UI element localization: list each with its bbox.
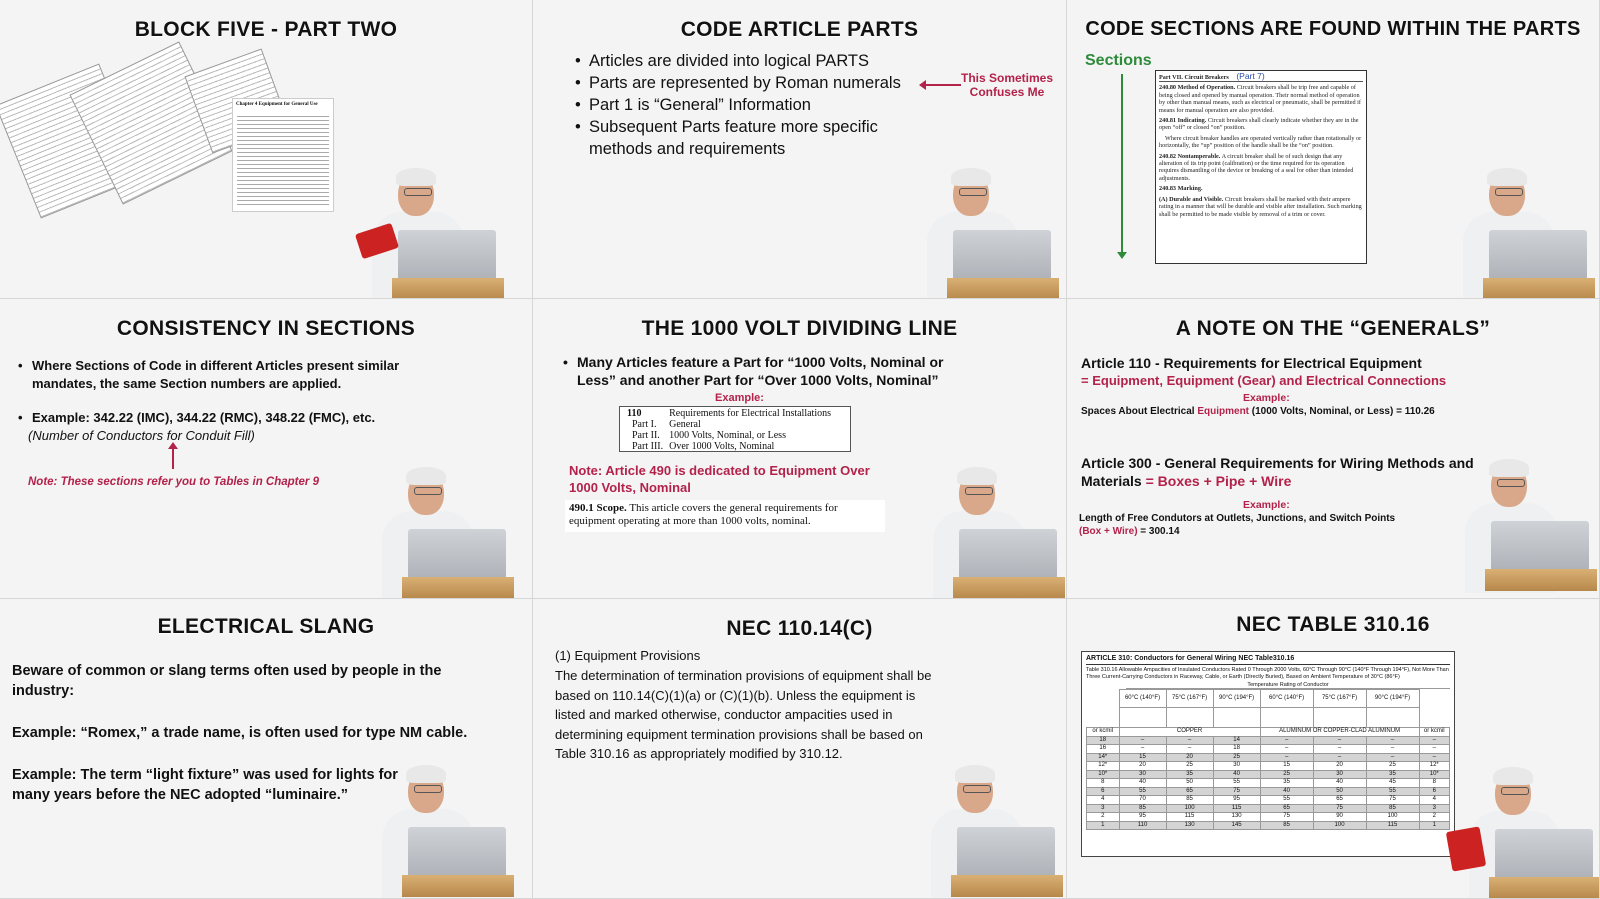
section-head: 240.83 Marking. <box>1159 185 1203 193</box>
arrow-left-icon <box>923 84 961 86</box>
cell: 12* <box>1419 762 1450 771</box>
side-note-line: Confuses Me <box>969 85 1045 99</box>
cell: 4 <box>1419 796 1450 805</box>
table-row <box>1087 745 1450 754</box>
cell: 4 <box>1087 796 1120 805</box>
cell: 18 <box>1087 736 1120 745</box>
paragraph: The determination of termination provisions of equipment shall be based on 110.14(C)(1)(a) or (C)(1)(b). Unless the equipment is listed and marked otherwise, conductor ampacities used in determining equipment termination provisions shall be based on Table 310.16 as appropriately modified by 310.12. <box>555 668 932 762</box>
cell: 85 <box>1166 796 1213 805</box>
cell: 2 <box>1419 813 1450 822</box>
scope-text: This article covers the general requirements for equipment operating at more than 1000 volts, nominal. <box>569 502 838 527</box>
col-temp: 75°C (167°F) <box>1313 690 1366 708</box>
ampacity-table-image <box>1081 651 1455 857</box>
table-type-row <box>1087 708 1450 728</box>
presenter-image <box>1455 767 1600 897</box>
section-text: A circuit breaker shall be of such design that any alteration of its trip point (calibration) or the time required for its operation requires dismantling of the device or breaking of a seal for other than intended adjustments. <box>1159 152 1354 182</box>
cell: 45 <box>1366 779 1419 788</box>
table-row <box>1087 779 1450 788</box>
toc-row <box>624 408 834 419</box>
cell: 35 <box>1166 770 1213 779</box>
cell: 145 <box>1213 821 1260 830</box>
arrow-down-icon <box>1121 74 1123 254</box>
table-row <box>1087 762 1450 771</box>
tile-title: THE 1000 VOLT DIVIDING LINE <box>641 317 958 340</box>
cell: 6 <box>1087 787 1120 796</box>
col-temp: 60°C (140°F) <box>1119 690 1166 708</box>
tile-title: A NOTE ON THE “GENERALS” <box>1175 317 1491 340</box>
tile-title: ELECTRICAL SLANG <box>157 615 375 638</box>
toc-text: General <box>669 419 701 430</box>
scope-excerpt <box>565 500 885 532</box>
note: Note: Article 490 is dedicated to Equipment Over 1000 Volts, Nominal <box>569 463 870 495</box>
cell: 18 <box>1213 745 1260 754</box>
cell: 30 <box>1119 770 1166 779</box>
cell: 100 <box>1313 821 1366 830</box>
cell: 55 <box>1260 796 1313 805</box>
example-text-part: Spaces About Electrical <box>1081 406 1198 417</box>
cell: 85 <box>1119 804 1166 813</box>
cell: 130 <box>1166 821 1213 830</box>
cell: 90 <box>1313 813 1366 822</box>
cell: 15 <box>1260 762 1313 771</box>
presenter-image <box>368 467 518 597</box>
cell: – <box>1166 745 1213 754</box>
section-head: 240.81 Indicating. <box>1159 117 1207 125</box>
toc-text: Requirements for Electrical Installations <box>669 408 831 419</box>
toc-row <box>624 430 834 441</box>
cell: 95 <box>1119 813 1166 822</box>
temp-header: Temperature Rating of Conductor <box>1126 682 1450 689</box>
toc-num: 110 <box>627 408 642 419</box>
cell: 50 <box>1313 787 1366 796</box>
cell: 25 <box>1260 770 1313 779</box>
table-material-row <box>1087 728 1450 737</box>
sections-label: Sections <box>1085 52 1152 69</box>
cell: 35 <box>1260 779 1313 788</box>
note: Note: These sections refer you to Tables in Chapter 9 <box>28 476 319 488</box>
bullet-item: • Parts are represented by Roman numerals <box>575 72 915 94</box>
bullet-item: • Subsequent Parts feature more specific methods and requirements <box>575 116 915 160</box>
bullet-item: • Where Sections of Code in different Articles present similar mandates, the same Section numbers are applied. <box>18 357 418 393</box>
cell: 65 <box>1313 796 1366 805</box>
cell: – <box>1313 745 1366 754</box>
side-note-line: This Sometimes <box>960 71 1054 85</box>
example-highlight: Equipment <box>1197 406 1250 417</box>
cell: 115 <box>1366 821 1419 830</box>
presenter-image <box>358 168 508 298</box>
table-row <box>1087 796 1450 805</box>
article-heading <box>1081 454 1481 490</box>
col-temp: 60°C (140°F) <box>1260 690 1313 708</box>
aluminum-label: ALUMINUM OR COPPER-CLAD ALUMINUM <box>1260 728 1419 737</box>
tile-1000-volt[interactable] <box>533 299 1067 599</box>
toc-table <box>624 408 834 452</box>
cell: – <box>1419 753 1450 762</box>
cell: 10* <box>1419 770 1450 779</box>
tile-title: CODE SECTIONS ARE FOUND WITHIN THE PARTS <box>1085 18 1581 40</box>
table-row <box>1087 821 1450 830</box>
cell: 8 <box>1419 779 1450 788</box>
example-label: Example: <box>1243 392 1290 404</box>
cell: 115 <box>1166 813 1213 822</box>
table-row <box>1087 787 1450 796</box>
presenter-image <box>1449 168 1599 298</box>
table-caption: Table 310.16 Allowable Ampacities of Insulated Conductors Rated 0 Through 2000 Volts, 60°C Through 90°C (140°F Through 194°F), Not More Than Three Current-Carrying Conductors in Raceway, Cable, or Earth (Directly Buried), Based on Ambient Temperature of 30°C (86°F) <box>1086 667 1449 680</box>
cell: 14 <box>1213 736 1260 745</box>
arrow-up-icon <box>172 447 174 469</box>
section-head: 240.80 Method of Operation. <box>1159 84 1236 92</box>
bullet-list <box>575 50 915 160</box>
cell: 50 <box>1166 779 1213 788</box>
code-excerpt <box>1155 70 1367 264</box>
tile-code-article-parts[interactable] <box>533 0 1067 299</box>
toc-num: Part II. <box>632 430 660 441</box>
toc-excerpt <box>619 406 851 452</box>
scope-head: 490.1 Scope. <box>569 502 627 514</box>
section-text: Where circuit breaker handles are operated vertically rather than rotationally or horizontally, the “up” position of the handle shall be the “on” position. <box>1159 134 1362 150</box>
article-heading-text: Article 300 - General Requirements for Wiring Methods and Materials <box>1081 455 1474 489</box>
cell: 3 <box>1419 804 1450 813</box>
toc-row <box>624 419 834 430</box>
cell: 55 <box>1366 787 1419 796</box>
bullet-item: • Example: 342.22 (IMC), 344.22 (RMC), 348.22 (FMC), etc. <box>18 409 438 427</box>
toc-text: Over 1000 Volts, Nominal <box>669 441 775 452</box>
subheading: (1) Equipment Provisions <box>555 648 701 663</box>
cell: – <box>1119 745 1166 754</box>
cell: 1 <box>1419 821 1450 830</box>
cell: 12* <box>1087 762 1120 771</box>
bullet-item: • Many Articles feature a Part for “1000 Volts, Nominal or Less” and another Part for “Over 1000 Volts, Nominal” <box>563 353 963 389</box>
cell: 75 <box>1366 796 1419 805</box>
col-temp: 90°C (194°F) <box>1366 690 1419 708</box>
section-head: 240.82 Nontamperable. <box>1159 152 1221 160</box>
tile-nec-110-14c[interactable] <box>533 599 1067 899</box>
cell: 40 <box>1313 779 1366 788</box>
cell: 8 <box>1087 779 1120 788</box>
bullet-list <box>18 357 418 393</box>
example-label: Example: <box>715 392 764 404</box>
section-head: (A) Durable and Visible. <box>1159 195 1224 203</box>
cell: 25 <box>1166 762 1213 771</box>
cell: – <box>1260 753 1313 762</box>
table-row <box>1087 736 1450 745</box>
cell: 75 <box>1213 787 1260 796</box>
tile-block-five[interactable] <box>0 0 533 299</box>
table-row <box>1087 753 1450 762</box>
presenter-image <box>917 765 1067 895</box>
example-text-part: = 300.14 <box>1137 526 1180 537</box>
cell: 55 <box>1119 787 1166 796</box>
tile-code-sections[interactable] <box>1067 0 1600 299</box>
cell: 95 <box>1213 796 1260 805</box>
copper-label: COPPER <box>1119 728 1260 737</box>
toc-num: Part I. <box>632 419 657 430</box>
tile-title: NEC TABLE 310.16 <box>1236 613 1430 636</box>
cell: 30 <box>1313 770 1366 779</box>
table-header-row <box>1087 690 1450 708</box>
paragraph: Beware of common or slang terms often used by people in the industry: <box>12 663 442 699</box>
article-heading: Article 110 - Requirements for Electrical Equipment <box>1081 355 1422 371</box>
bullet-list <box>18 409 438 427</box>
cell: 1 <box>1087 821 1120 830</box>
cell: – <box>1419 745 1450 754</box>
ampacity-table <box>1086 689 1450 830</box>
section-text: Circuit breakers shall be marked with their ampere rating in a manner that will be durable and visible after installation. Such marking shall be permitted to be made visible by removal of a trim or cover. <box>1159 195 1362 218</box>
bullet-subtext: (Number of Conductors for Conduit Fill) <box>28 428 255 443</box>
tile-title: BLOCK FIVE - PART TWO <box>134 18 398 41</box>
tile-title: CODE ARTICLE PARTS <box>680 18 919 41</box>
cell: 16 <box>1087 745 1120 754</box>
cell: 75 <box>1313 804 1366 813</box>
article-equation: = Equipment, Equipment (Gear) and Electrical Connections <box>1081 373 1447 388</box>
cell: 85 <box>1260 821 1313 830</box>
cell: 55 <box>1213 779 1260 788</box>
col-temp: 75°C (167°F) <box>1166 690 1213 708</box>
bullet-item: • Articles are divided into logical PARTS <box>575 50 915 72</box>
tile-consistency[interactable] <box>0 299 533 599</box>
paragraph: Example: The term “light fixture” was used for lights for many years before the NEC adopted “luminaire.” <box>12 767 398 803</box>
cell: 130 <box>1213 813 1260 822</box>
example-label: Example: <box>1243 499 1290 511</box>
cell: 40 <box>1213 770 1260 779</box>
bullet-list <box>563 353 963 389</box>
cell: 14* <box>1087 753 1120 762</box>
doc-part-header: Part VII. Circuit Breakers <box>1159 74 1229 81</box>
cell: 6 <box>1419 787 1450 796</box>
example-text <box>1079 512 1395 538</box>
tile-nec-table-310-16[interactable] <box>1067 599 1600 899</box>
section-text: Circuit breakers shall clearly indicate whether they are in the open “off” or closed “on” position. <box>1159 117 1359 132</box>
toc-text: 1000 Volts, Nominal, or Less <box>669 430 786 441</box>
cell: 70 <box>1119 796 1166 805</box>
cell: 25 <box>1213 753 1260 762</box>
cell: 25 <box>1366 762 1419 771</box>
example-text-part: Length of Free Condutors at Outlets, Junctions, and Switch Points <box>1079 513 1396 524</box>
cell: 75 <box>1260 813 1313 822</box>
tile-title: NEC 110.14(C) <box>726 617 873 640</box>
cell: 3 <box>1087 804 1120 813</box>
example-text <box>1081 406 1435 418</box>
cell: 110 <box>1119 821 1166 830</box>
cell: 40 <box>1119 779 1166 788</box>
cell: 85 <box>1366 804 1419 813</box>
presenter-image <box>919 467 1067 597</box>
toc-num: Part III. <box>632 441 664 452</box>
cell: 20 <box>1166 753 1213 762</box>
paragraph: Example: “Romex,” a trade name, is often used for type NM cable. <box>12 725 468 741</box>
bullet-item: • Part 1 is “General” Information <box>575 94 915 116</box>
cell: – <box>1419 736 1450 745</box>
cell: – <box>1366 736 1419 745</box>
presenter-image <box>1451 459 1600 589</box>
cell: – <box>1119 736 1166 745</box>
tile-title: CONSISTENCY IN SECTIONS <box>116 317 416 340</box>
book-icon <box>1446 826 1486 871</box>
side-note <box>957 71 1057 99</box>
table-banner: ARTICLE 310: Conductors for General Wiring NEC Table310.16 <box>1086 654 1450 665</box>
part-tag: (Part 7) <box>1236 71 1265 81</box>
cell: 20 <box>1119 762 1166 771</box>
cell: 10* <box>1087 770 1120 779</box>
doc-heading: Chapter 4 Equipment for General Use <box>236 102 318 107</box>
cell: 100 <box>1166 804 1213 813</box>
cell: 100 <box>1366 813 1419 822</box>
cell: – <box>1260 736 1313 745</box>
section-text: Circuit breakers shall be trip free and capable of being closed and opened by manual operation. Their normal method of operation by other than manual means, such as electrical or pneumatic, shall be permitted if means for manual operation are also provided. <box>1159 84 1361 114</box>
article-equation: = Boxes + Pipe + Wire <box>1145 473 1292 489</box>
cell: – <box>1366 753 1419 762</box>
cell: 15 <box>1119 753 1166 762</box>
example-text-part: (1000 Volts, Nominal, or Less) = 110.26 <box>1249 406 1435 417</box>
cell: 35 <box>1366 770 1419 779</box>
cell: 40 <box>1260 787 1313 796</box>
cell: – <box>1260 745 1313 754</box>
cell: 65 <box>1166 787 1213 796</box>
cell: 65 <box>1260 804 1313 813</box>
size-label: or kcmil <box>1419 728 1450 737</box>
cell: – <box>1166 736 1213 745</box>
table-row <box>1087 804 1450 813</box>
table-row <box>1087 813 1450 822</box>
tile-electrical-slang[interactable] <box>0 599 533 899</box>
cell: – <box>1313 736 1366 745</box>
table-row <box>1087 770 1450 779</box>
presenter-image <box>913 168 1063 298</box>
size-label: or kcmil <box>1087 728 1120 737</box>
cell: 2 <box>1087 813 1120 822</box>
cell: 20 <box>1313 762 1366 771</box>
tile-generals[interactable] <box>1067 299 1600 599</box>
cell: 30 <box>1213 762 1260 771</box>
example-highlight: (Box + Wire) <box>1079 526 1138 537</box>
col-temp: 90°C (194°F) <box>1213 690 1260 708</box>
presenter-image <box>368 765 518 895</box>
toc-row <box>624 441 834 452</box>
cell: – <box>1366 745 1419 754</box>
cell: 115 <box>1213 804 1260 813</box>
cell: – <box>1313 753 1366 762</box>
